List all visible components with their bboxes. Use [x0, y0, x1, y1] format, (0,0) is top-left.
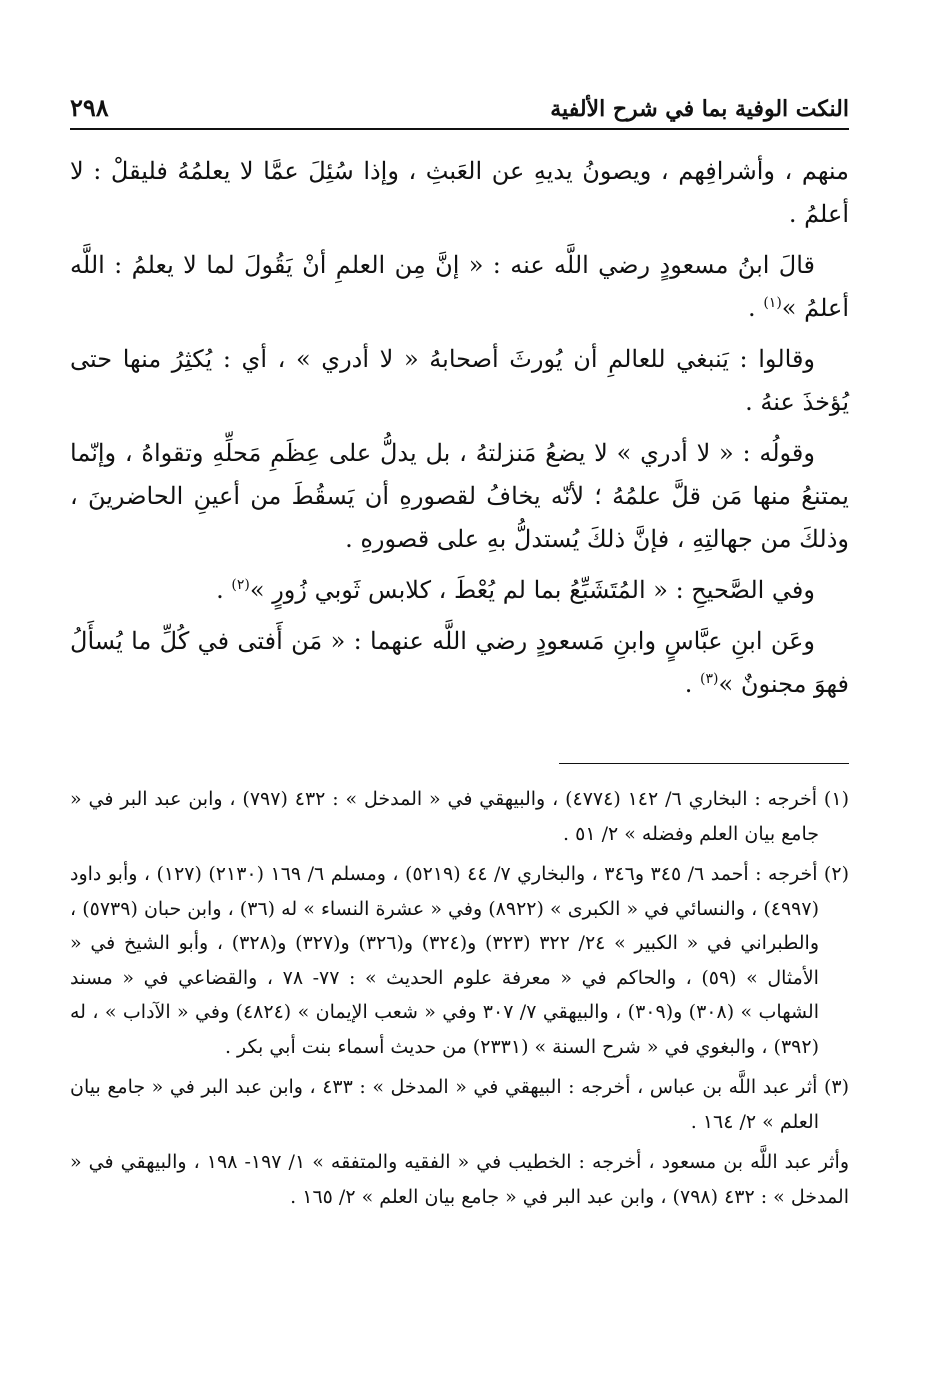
footnote-ref-1[interactable]: (١) [763, 295, 782, 311]
paragraph-4: وقولُه : « لا أدري » لا يضعُ مَنزلتهُ ، بل يدلُّ على عِظَمِ مَحلِّهِ وتقواهُ ، وإنّما يمتنعُ منها مَن قلَّ علمُهُ ؛ لأنّه يخافُ لقصورهِ أن يَسقُطَ من أعينِ الحاضرينَ ، وذلكَ من جهالتِهِ ، فإنَّ ذلكَ يُستدلُّ بهِ على قصورهِ . [70, 439, 849, 553]
paragraph-6-end: . [684, 670, 701, 698]
book-page [70, 0, 849, 1382]
footnote-divider [559, 763, 849, 764]
footnote-ref-3[interactable]: (٣) [700, 671, 719, 687]
paragraph-2-text: قالَ ابنُ مسعودٍ رضي اللَّه عنه : « إنَّ مِن العلمِ أنْ يَقُولَ لما لا يعلمُ : اللَّه أعلمُ » [70, 251, 849, 322]
page-number: ٢٩٨ [70, 93, 109, 122]
paragraph-5-end: . [216, 576, 232, 604]
footnote-1: (١) أخرجه : البخاري ٦/ ١٤٢ (٤٧٧٤) ، والبيهقي في « المدخل » : ٤٣٢ (٧٩٧) ، وابن عبد البر في « جامع بيان العلم وفضله » ٢/ ٥١ . [70, 788, 849, 845]
paragraph-6-text: وعَن ابنِ عبَّاسٍ وابنِ مَسعودٍ رضي اللَّه عنهما : « مَن أَفتى في كُلِّ ما يُسأَلُ فهوَ مجنونٌ » [70, 627, 849, 698]
paragraph-3: وقالوا : يَنبغي للعالمِ أن يُورثَ أصحابهُ « لا أدري » ، أي : يُكثِرُ منها حتى يُؤخذَ عنهُ . [70, 345, 849, 416]
book-title: النكت الوفية بما في شرح الألفية [550, 96, 849, 122]
paragraph-1: منهم ، وأشرافِهم ، ويصونُ يديهِ عن العَبثِ ، وإذا سُئِلَ عمَّا لا يعلمُهُ فليقلْ : لا أعلمُ . [70, 157, 849, 228]
footnote-2: (٢) أخرجه : أحمد ٦/ ٣٤٥ و٣٤٦ ، والبخاري ٧/ ٤٤ (٥٢١٩) ، ومسلم ٦/ ١٦٩ (٢١٣٠) (١٢٧) ، وأبو داود (٤٩٩٧) ، والنسائي في « الكبرى » (٨٩٢٢) وفي « عشرة النساء » له (٣٦) ، وابن حبان (٥٧٣٩) ، والطبراني في « الكبير » ٢٤/ ٣٢٢ (٣٢٣) و(٣٢٤) و(٣٢٦) و(٣٢٧) و(٣٢٨) ، وأبو الشيخ في « الأمثال » (٥٩) ، والحاكم في « معرفة علوم الحديث » : ٧٧- ٧٨ ، والقضاعي في « مسند الشهاب » (٣٠٨) و(٣٠٩) ، والبيهقي ٧/ ٣٠٧ وفي « شعب الإيمان » (٤٨٢٤) وفي « الآداب » ، له (٣٩٢) ، والبغوي في « شرح السنة » (٢٣٣١) من حديث أسماء بنت أبي بكر . [70, 863, 849, 1058]
paragraph-5-text: وفي الصَّحيحِ : « المُتَشَبِّعُ بما لم يُعْطَ ، كلابس ثَوبي زُورٍ » [249, 576, 815, 604]
footnote-3: (٣) أثر عبد اللَّه بن عباس ، أخرجه : البيهقي في « المدخل » : ٤٣٣ ، وابن عبد البر في « جامع بيان العلم » ٢/ ١٦٤ . [70, 1076, 850, 1133]
paragraph-2-end: . [748, 294, 764, 322]
paragraph-5 [70, 569, 849, 612]
paragraph-6 [70, 620, 849, 706]
running-header [70, 82, 849, 130]
footnote-ref-2[interactable]: (٢) [231, 577, 250, 593]
footnotes-section [70, 782, 849, 1220]
footnote-3-continued: وأثر عبد اللَّه بن مسعود ، أخرجه : الخطيب في « الفقيه والمتفقه » ١/ ١٩٧- ١٩٨ ، والبيهقي في « المدخل » : ٤٣٢ (٧٩٨) ، وابن عبد البر في « جامع بيان العلم » ٢/ ١٦٥ . [70, 1151, 849, 1208]
main-text [70, 150, 849, 714]
paragraph-2 [70, 244, 849, 330]
